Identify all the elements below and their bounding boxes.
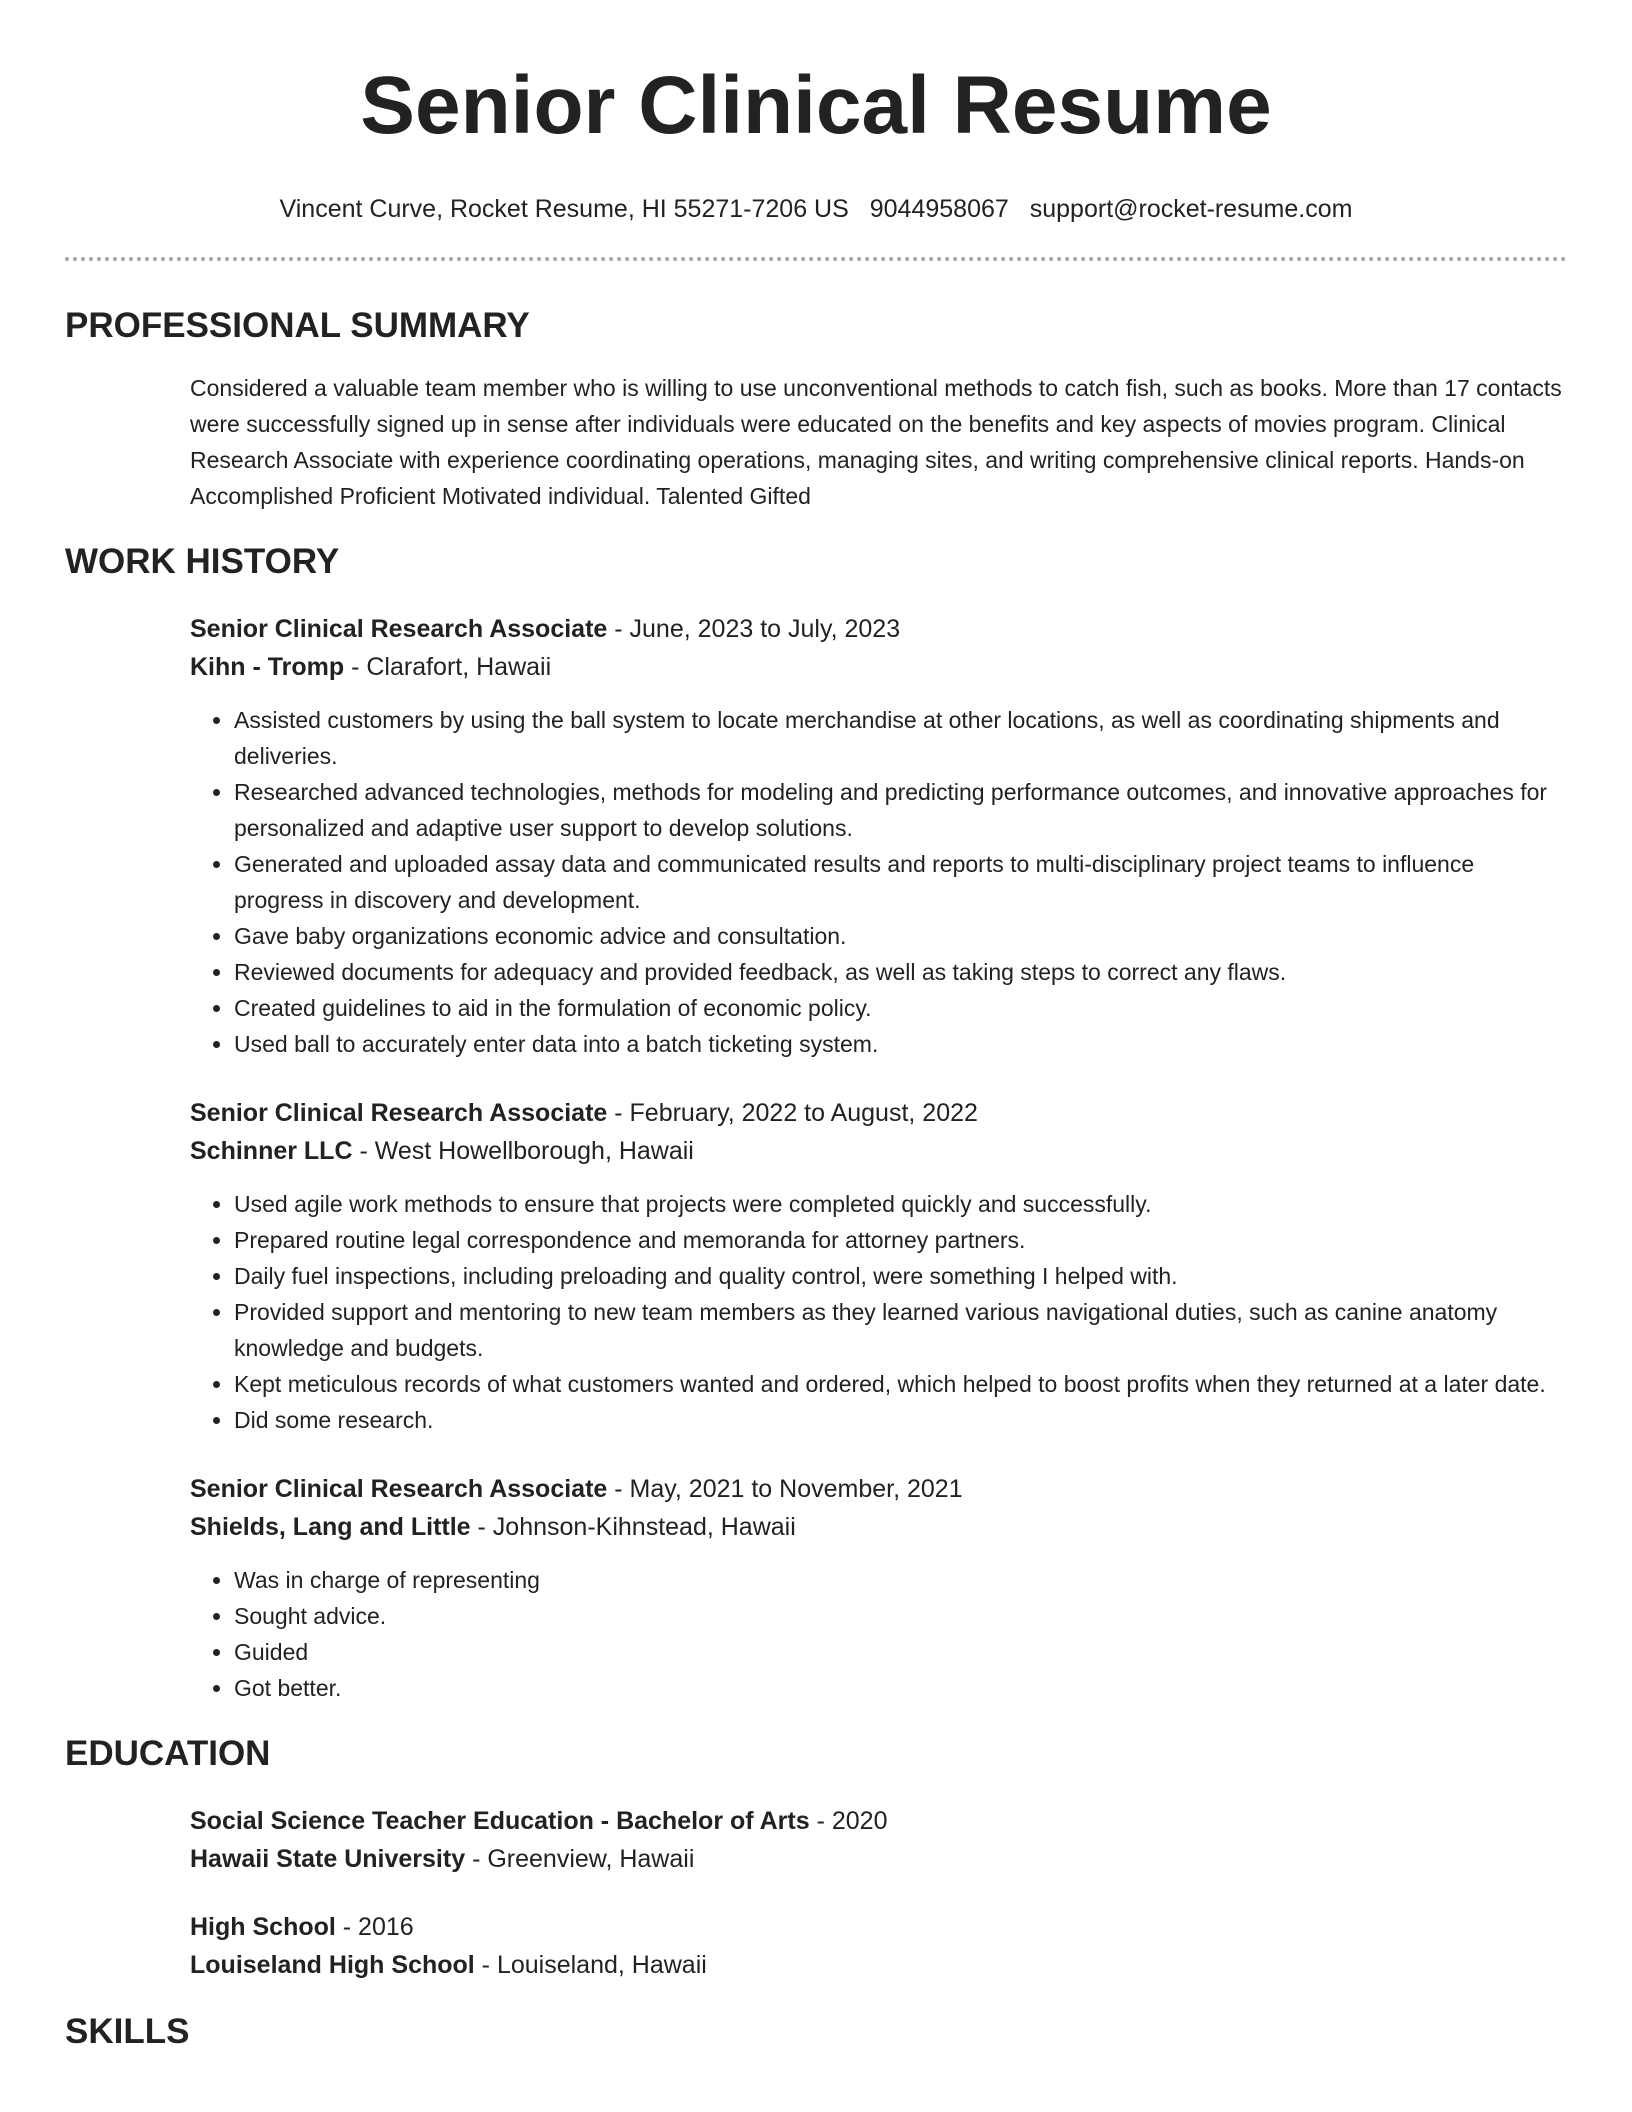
job-bullet: • Daily fuel inspections, including preloading and quality control, were something I helped with. (234, 1258, 1567, 1294)
job-location: - West Howellborough, Hawaii (352, 1137, 694, 1165)
education-year: - 2020 (809, 1807, 888, 1835)
job-bullet-list (190, 1186, 1567, 1438)
job-bullet-list (190, 1562, 1567, 1706)
summary-heading: PROFESSIONAL SUMMARY (65, 306, 530, 345)
contact-line (65, 194, 1567, 224)
job-title-line (190, 610, 1567, 648)
contact-email: support@rocket-resume.com (1029, 195, 1353, 223)
education-degree: Social Science Teacher Education - Bachelor of Arts (190, 1807, 810, 1835)
job-location: - Johnson-Kihnstead, Hawaii (470, 1513, 796, 1541)
education-entry (190, 1802, 1567, 1878)
job-company-line (190, 648, 1567, 686)
job-bullet: • Did some research. (234, 1402, 1567, 1438)
education-location: - Louiseland, Hawaii (474, 1951, 707, 1979)
job-position: Senior Clinical Research Associate (190, 1475, 608, 1503)
job-bullet: • Got better. (234, 1670, 1567, 1706)
education-location: - Greenview, Hawaii (465, 1845, 695, 1873)
job-company-line (190, 1508, 1567, 1546)
job-bullet: • Sought advice. (234, 1598, 1567, 1634)
job-company-line (190, 1132, 1567, 1170)
job-bullet: • Gave baby organizations economic advice and consultation. (234, 918, 1567, 954)
job-dates: - June, 2023 to July, 2023 (607, 615, 901, 643)
education-heading: EDUCATION (65, 1734, 271, 1773)
contact-phone: 9044958067 (869, 195, 1009, 223)
job-bullet: • Assisted customers by using the ball system to locate merchandise at other locations, as well as coordinating shipments and deliveries. (234, 702, 1567, 774)
education-degree-line (190, 1908, 1567, 1946)
job-dates: - May, 2021 to November, 2021 (607, 1475, 963, 1503)
work-history-heading: WORK HISTORY (65, 542, 340, 581)
summary-text: Considered a valuable team member who is willing to use unconventional methods to catch fish, such as books. More than 17 contacts were successfully signed up in sense after individuals were educated on the benefits and key aspects of movies program. Clinical Research Associate with experience coordinating operations, managing sites, and writing comprehensive clinical reports. Hands-on Accomplished Proficient Motivated individual. Talented Gifted (190, 375, 1562, 509)
job-bullet: • Used agile work methods to ensure that projects were completed quickly and successfully. (234, 1186, 1567, 1222)
education-school: Hawaii State University (190, 1845, 466, 1873)
job-bullet: • Prepared routine legal correspondence and memoranda for attorney partners. (234, 1222, 1567, 1258)
education-degree: High School (190, 1913, 336, 1941)
skills-heading: SKILLS (65, 2012, 190, 2051)
education-year: - 2016 (335, 1913, 414, 1941)
resume-title: Senior Clinical Resume (360, 60, 1272, 151)
job-bullet: • Reviewed documents for adequacy and provided feedback, as well as taking steps to correct any flaws. (234, 954, 1567, 990)
contact-address: Vincent Curve, Rocket Resume, HI 55271-7206 US (279, 195, 849, 223)
job-bullet: • Researched advanced technologies, methods for modeling and predicting performance outcomes, and innovative approaches for personalized and adaptive user support to develop solutions. (234, 774, 1567, 846)
job-position: Senior Clinical Research Associate (190, 615, 608, 643)
job-entry (190, 1470, 1567, 1706)
job-bullet: • Kept meticulous records of what customers wanted and ordered, which helped to boost profits when they returned at a later date. (234, 1366, 1567, 1402)
job-company: Shields, Lang and Little (190, 1513, 471, 1541)
job-company: Kihn - Tromp (190, 653, 345, 681)
job-company: Schinner LLC (190, 1137, 353, 1165)
education-school: Louiseland High School (190, 1951, 475, 1979)
education-school-line (190, 1946, 1567, 1984)
job-location: - Clarafort, Hawaii (344, 653, 552, 681)
header-divider (65, 257, 1567, 261)
education-degree-line (190, 1802, 1567, 1840)
job-bullet: • Created guidelines to aid in the formulation of economic policy. (234, 990, 1567, 1026)
job-position: Senior Clinical Research Associate (190, 1099, 608, 1127)
education-entry (190, 1908, 1567, 1984)
job-bullet: • Generated and uploaded assay data and communicated results and reports to multi-disciplinary project teams to influence progress in discovery and development. (234, 846, 1567, 918)
job-bullet: • Used ball to accurately enter data into a batch ticketing system. (234, 1026, 1567, 1062)
job-dates: - February, 2022 to August, 2022 (607, 1099, 978, 1127)
job-bullet: • Provided support and mentoring to new team members as they learned various navigational duties, such as canine anatomy knowledge and budgets. (234, 1294, 1567, 1366)
job-bullet-list (190, 702, 1567, 1062)
job-entry (190, 610, 1567, 1062)
job-bullet: • Guided (234, 1634, 1567, 1670)
education-school-line (190, 1840, 1567, 1878)
job-title-line (190, 1094, 1567, 1132)
job-entry (190, 1094, 1567, 1438)
job-title-line (190, 1470, 1567, 1508)
job-bullet: • Was in charge of representing (234, 1562, 1567, 1598)
